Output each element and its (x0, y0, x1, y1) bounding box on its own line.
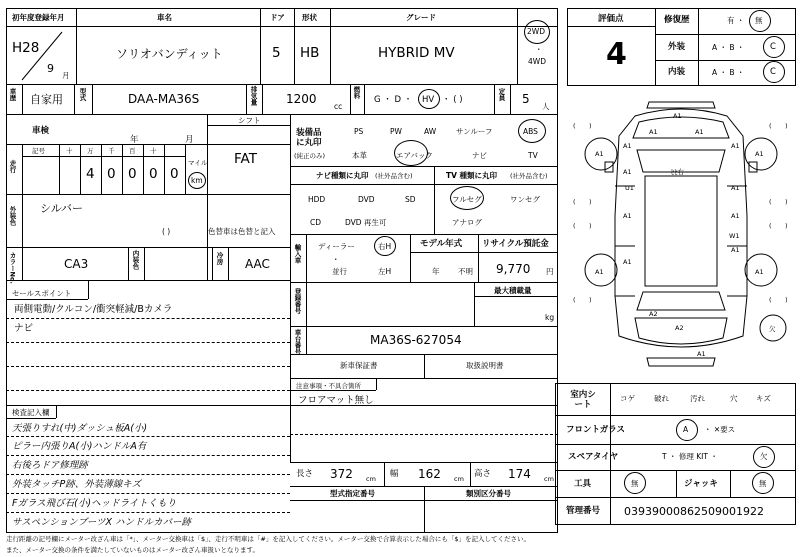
ac-label: 冷房 (215, 252, 224, 265)
hgt-value: 174 (508, 467, 531, 481)
mark-13: W1 (729, 232, 740, 240)
tools-sel: 無 (631, 479, 639, 488)
fuel-options: G ・ D ・ (374, 95, 413, 105)
svg-text:): ) (589, 222, 592, 230)
import-heikou: 並行 (332, 267, 347, 276)
mark-15: A1 (623, 258, 632, 266)
shape-label: 形状 (302, 13, 317, 22)
mark-20: A1 (697, 350, 706, 358)
model-label: 型式 (78, 88, 87, 101)
mark-18: A2 (649, 310, 658, 318)
recycle-unit: 円 (546, 267, 554, 276)
mileage-unit-5: 十 (150, 147, 157, 155)
navi-hdd: HDD (308, 195, 326, 204)
chassis-label: 車台番号 (293, 329, 302, 355)
svg-text:): ) (589, 198, 592, 206)
month-unit: 月 (62, 71, 70, 80)
mark-17: A1 (755, 268, 764, 276)
svg-text:): ) (589, 122, 592, 130)
equip-leather: 本革 (352, 151, 367, 160)
model-year-unit: 年 (432, 267, 440, 276)
notes-value: フロアマット無し (298, 395, 374, 406)
navi-cd: CD (310, 218, 322, 227)
cat-label: 類別区分番号 (466, 489, 511, 498)
sales-label: セールスポイント (12, 289, 72, 298)
navi-label: ナビ種類に丸印 (316, 171, 369, 180)
len-unit: cm (366, 475, 376, 483)
mileage-unit-1: 十 (66, 147, 73, 155)
equip-abs: ABS (523, 127, 538, 136)
year-label: 初年度登録年月 (12, 13, 65, 22)
era-value: H28 (12, 40, 40, 56)
import-label: 輸入車 (293, 244, 302, 264)
mark-8: A1 (623, 168, 632, 176)
color-label: 外装色 (8, 206, 17, 226)
glass-sel: A (683, 425, 689, 434)
inspect-line-5: Fガラス飛び石(小)ヘッドライトくもり (12, 498, 177, 509)
tv-oneseg: ワンセグ (510, 195, 540, 204)
len-label: 長さ (296, 469, 314, 479)
color-paren: ( ) (162, 227, 171, 236)
repair-label: 修復歴 (664, 15, 690, 25)
interior-color-label: 内装色 (131, 250, 140, 270)
mileage-digit-1: 4 (86, 166, 95, 182)
ext-sel: C (770, 42, 776, 52)
jack-sel: 無 (759, 479, 767, 488)
docs-warranty: 新車保証書 (340, 361, 378, 370)
capacity-unit: 人 (542, 102, 550, 111)
reg-label: 登録番号 (293, 288, 302, 314)
colorno: CA3 (64, 257, 89, 271)
drive-4wd: 4WD (528, 57, 546, 66)
svg-text:): ) (589, 296, 592, 304)
model-year-label: モデル年式 (420, 239, 463, 249)
fuel-paren: ・ ( ) (442, 95, 463, 105)
equip-pw: PW (390, 127, 402, 136)
glass-rest: ・ ✕要ス (704, 425, 736, 434)
import-rh: 右H (378, 242, 392, 251)
navi-sub: (社外品含む) (375, 172, 413, 180)
inspect-line-2: ピラー内張りA(小)ハンドルA有 (12, 441, 147, 452)
mark-9: U1 (625, 184, 634, 192)
seat-opt-3: 汚れ (690, 394, 705, 403)
mileage-digit-5: 0 (170, 166, 179, 182)
mark-4: A1 (623, 142, 632, 150)
wid-label: 幅 (390, 469, 399, 479)
inspect-line-3: 右後ろドア修理跡 (12, 460, 88, 471)
inspect-line-4: 外装タッチP跡、外装薄線キズ (12, 479, 142, 490)
tv-sub: (社外品含む) (510, 172, 548, 180)
seat-opt-5: キズ (756, 394, 771, 403)
notes-label: 注意事項・不具合箇所 (296, 382, 361, 390)
int-label: 内装 (668, 67, 686, 77)
svg-text:): ) (785, 122, 788, 130)
inspect-line-6: サスペンションブーツX ハンドルカバー跡 (12, 517, 192, 528)
footer-line-2: また、メーター交換の条件を満たしていないものはメーター改ざん車扱いとなります。 (6, 546, 259, 554)
capacity-label: 定員 (497, 88, 506, 101)
mileage-label: 走行 (8, 160, 17, 173)
mileage-digit-2: 0 (107, 166, 116, 182)
mark-3: A1 (695, 128, 704, 136)
import-dot: ・ (332, 255, 340, 264)
mgmt-label: 管理番号 (566, 506, 601, 516)
paren-l-1: ( (573, 122, 576, 130)
int-sel: C (770, 67, 776, 77)
model-code: DAA-MA36S (128, 92, 200, 106)
spare-label: スペアタイヤ (568, 452, 619, 462)
equip-tv: TV (528, 151, 538, 160)
spare-opts: T ・ 修理 KIT ・ (662, 452, 718, 461)
capacity: 5 (522, 92, 530, 106)
equip-aw: AW (424, 127, 437, 136)
ext-opts: A ・ B ・ (712, 43, 745, 52)
footer-line-1: 走行距離の記号欄にメーター改ざん車は「*」、メーター交換車は「$」、走行不明車は「#」を記入してください。メーター交換で合算表示した場合にも「$」を記入してください。 (6, 535, 530, 543)
tv-label: TV 種類に丸印 (446, 171, 498, 180)
import-dealer: ディーラー (318, 242, 355, 251)
seat-opt-1: コゲ (620, 394, 635, 403)
equip-airbag: エアバック (396, 151, 433, 160)
score-value: 4 (606, 37, 627, 72)
doors: 5 (272, 45, 281, 61)
wid-unit: cm (454, 475, 464, 483)
inspect-line-1: 天張りすれ(中)ダッシュ板A(小) (12, 423, 148, 434)
shift-label: シフト (238, 116, 261, 125)
repair-opts: 有 ・ (727, 16, 745, 25)
car-damage-diagram (565, 96, 798, 378)
seat-opt-4: 穴 (730, 394, 738, 403)
equip-sunroof: サンルーフ (456, 127, 493, 136)
shift: FAT (234, 151, 257, 167)
car-name: ソリオバンディット (116, 47, 223, 61)
recycle-label: リサイクル預託金 (482, 239, 549, 249)
ext-label: 外装 (668, 42, 686, 52)
weight-label: 最大積載量 (494, 286, 532, 295)
recycle-value: 9,770 (496, 262, 531, 276)
mark-1: A1 (673, 112, 682, 120)
mark-2: A1 (649, 128, 658, 136)
grade: HYBRID MV (378, 45, 455, 61)
usage: 自家用 (30, 93, 63, 106)
month-value: 9 (47, 62, 54, 75)
grade-label: グレード (406, 13, 436, 22)
door-label: ドア (270, 13, 285, 22)
score-label: 評価点 (598, 14, 624, 24)
svg-text:): ) (785, 222, 788, 230)
mark-10: A1 (731, 184, 740, 192)
navi-dvd: DVD (358, 195, 375, 204)
drive-dot: ・ (535, 45, 543, 54)
svg-text:(: ( (573, 296, 576, 304)
mileage-unit-4: 百 (129, 147, 136, 155)
mileage-unit-2: 万 (87, 147, 94, 155)
shaken-month-unit: 月 (185, 135, 194, 145)
seat-opt-2: 破れ (654, 394, 669, 403)
cc-unit: cc (334, 102, 343, 111)
svg-text:(: ( (769, 122, 772, 130)
len-value: 372 (330, 467, 353, 481)
inspect-label: 検査記入欄 (12, 408, 50, 417)
svg-text:(: ( (573, 222, 576, 230)
mark-5: A1 (731, 142, 740, 150)
shape: HB (300, 45, 320, 61)
chassis-value: MA36S-627054 (370, 333, 462, 347)
glass-label: フロントガラス (566, 425, 625, 435)
equip-sub: (純正のみ) (294, 152, 326, 160)
color-value: シルバー (40, 202, 83, 215)
cert-label: 型式指定番号 (330, 489, 375, 498)
mark-19: A2 (675, 324, 684, 332)
svg-text:): ) (785, 198, 788, 206)
svg-text:): ) (785, 296, 788, 304)
sales-line-1: 両側電動/クルコン/衝突軽減/Bカメラ (14, 304, 173, 315)
svg-text:(: ( (769, 222, 772, 230)
displacement-label: 排気量 (249, 86, 258, 106)
mileage-unit-3: 千 (108, 147, 115, 155)
mark-14: A1 (731, 246, 740, 254)
weight-unit: kg (545, 313, 555, 322)
model-year-unknown: 不明 (458, 267, 473, 276)
center-mark: ﾋﾋ右 (671, 168, 684, 176)
equip-ps: PS (354, 127, 364, 136)
mileage-kigou: 記号 (32, 147, 45, 155)
shaken-label: 車検 (32, 126, 50, 136)
seat-label: 室内シート (570, 390, 596, 411)
rear-circle-mark: 欠 (769, 325, 776, 333)
displacement: 1200 (286, 92, 317, 106)
kubun-label: 車歴 (8, 88, 17, 101)
shaken-year-unit: 年 (130, 135, 139, 145)
mileage-digit-4: 0 (149, 166, 158, 182)
car-name-label: 車名 (157, 13, 172, 22)
navi-dvd-play: DVD 再生可 (345, 218, 387, 227)
mark-6: A1 (595, 150, 604, 158)
mark-16: A1 (595, 268, 604, 276)
tv-fullseg: フルセグ (452, 195, 482, 204)
drive-2wd: 2WD (527, 27, 545, 36)
svg-text:(: ( (573, 198, 576, 206)
mgmt-value: 0393900086250900192​2 (624, 505, 764, 518)
mileage-digit-3: 0 (128, 166, 137, 182)
equip-label: 装備品に丸印 (296, 128, 322, 149)
mileage-km: km (191, 176, 203, 185)
svg-text:(: ( (769, 198, 772, 206)
mark-12: A1 (731, 212, 740, 220)
fuel-label: 燃料 (352, 86, 361, 99)
color-note: 色替車は色替と記入 (208, 227, 276, 236)
svg-text:(: ( (769, 296, 772, 304)
spare-sel: 欠 (760, 452, 768, 461)
tv-analog: アナログ (452, 218, 482, 227)
mark-11: A1 (623, 212, 632, 220)
sales-line-2: ナビ (14, 323, 34, 334)
jack-label: ジャッキ (684, 479, 718, 489)
navi-sd: SD (405, 195, 416, 204)
import-lh: 左H (378, 267, 392, 276)
ac: AAC (245, 257, 270, 271)
mileage-mile: マイル (188, 159, 208, 167)
colorno-label: カラーNo. (8, 252, 17, 284)
docs-manual: 取扱説明書 (466, 361, 504, 370)
wid-value: 162 (418, 467, 441, 481)
fuel-hv: HV (422, 95, 435, 105)
int-opts: A ・ B ・ (712, 68, 745, 77)
hgt-unit: cm (544, 475, 554, 483)
tools-label: 工具 (574, 479, 592, 489)
equip-navi: ナビ (472, 151, 487, 160)
repair-sel: 無 (755, 16, 763, 25)
hgt-label: 高さ (474, 469, 492, 479)
mark-7: A1 (755, 150, 764, 158)
